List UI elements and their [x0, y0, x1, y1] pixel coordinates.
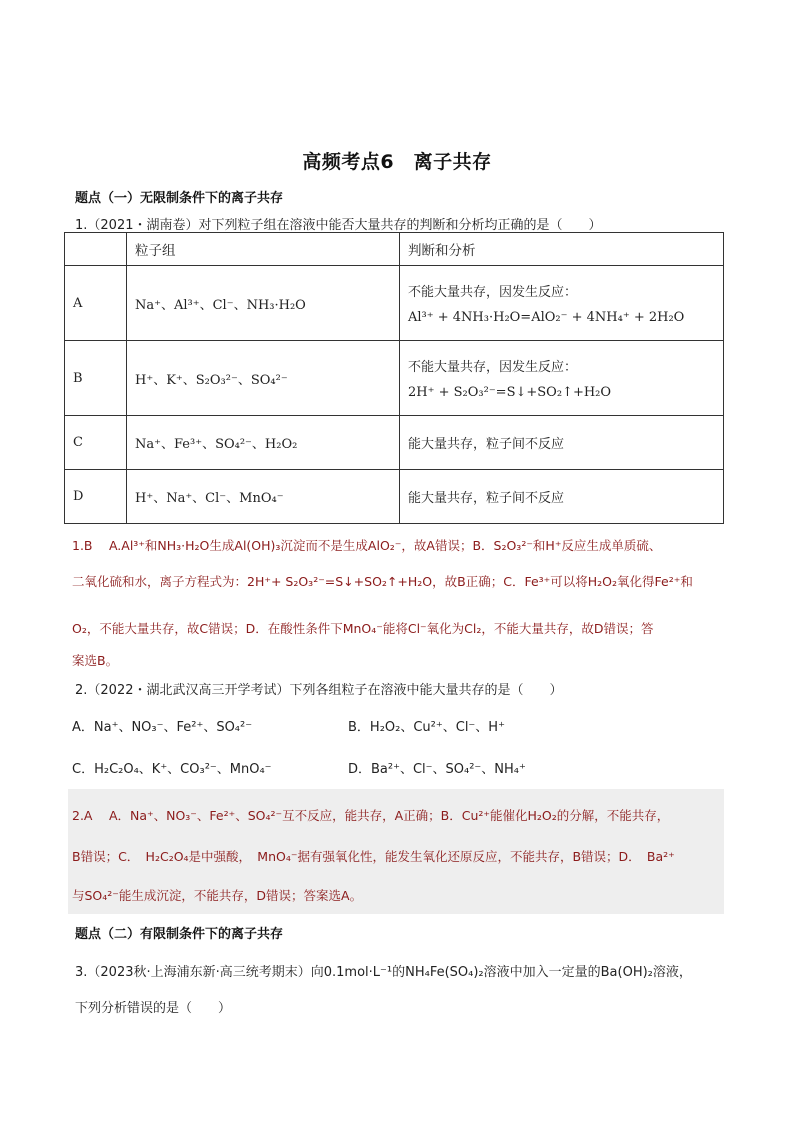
row-particles: Na⁺、Al³⁺、Cl⁻、NH₃·H₂O	[127, 266, 400, 341]
table-header-analysis: 判断和分析	[400, 233, 724, 266]
option-b: B．H₂O₂、Cu²⁺、Cl⁻、H⁺	[348, 720, 505, 735]
section-heading-1: 题点（一）无限制条件下的离子共存	[75, 191, 284, 206]
question-2-stem: 2.（2022・湖北武汉高三开学考试）下列各组粒子在溶液中能大量共存的是（ ）	[75, 683, 563, 698]
table-header-particles: 粒子组	[127, 233, 400, 266]
answer-1-line: 1.B A.Al³⁺和NH₃·H₂O生成Al(OH)₃沉淀而不是生成AlO₂⁻，故A错误；B．S₂O₃²⁻和H⁺反应生成单质硫、	[72, 538, 662, 553]
table-row	[65, 266, 724, 341]
row-judgment: 不能大量共存，因发生反应：	[408, 360, 578, 375]
row-judgment: 不能大量共存，因发生反应：	[408, 285, 578, 300]
row-judgment: 能大量共存，粒子间不反应	[400, 416, 724, 470]
row-label: B	[65, 341, 127, 416]
option-c: C．H₂C₂O₄、K⁺、CO₃²⁻、MnO₄⁻	[72, 762, 272, 777]
option-d: D．Ba²⁺、Cl⁻、SO₄²⁻、NH₄⁺	[348, 762, 526, 777]
section-heading-2: 题点（二）有限制条件下的离子共存	[75, 927, 284, 942]
table-cell	[65, 233, 127, 266]
row-particles: H⁺、K⁺、S₂O₃²⁻、SO₄²⁻	[127, 341, 400, 416]
row-analysis	[400, 266, 724, 341]
table-header-row	[65, 233, 724, 266]
table-row	[65, 470, 724, 524]
table-row	[65, 341, 724, 416]
answer-1-line: 二氧化硫和水，离子方程式为：2H⁺+ S₂O₃²⁻=S↓+SO₂↑+H₂O，故B正确；C．Fe³⁺可以将H₂O₂氧化得Fe²⁺和	[72, 574, 693, 589]
row-label: C	[65, 416, 127, 470]
row-label: D	[65, 470, 127, 524]
row-equation: Al³⁺ + 4NH₃·H₂O=AlO₂⁻ + 4NH₄⁺ + 2H₂O	[408, 310, 685, 325]
answer-1-line: O₂，不能大量共存，故C错误；D．在酸性条件下MnO₄⁻能将Cl⁻氧化为Cl₂，不能大量共存，故D错误；答	[72, 621, 654, 636]
question-3-line: 3.（2023秋·上海浦东新·高三统考期末）向0.1mol·L⁻¹的NH₄Fe(SO₄)₂溶液中加入一定量的Ba(OH)₂溶液，	[75, 965, 692, 980]
row-analysis	[400, 341, 724, 416]
page-title: 高频考点6 离子共存	[302, 151, 492, 173]
table-row	[65, 416, 724, 470]
question-1-stem: 1.（2021・湖南卷）对下列粒子组在溶液中能否大量共存的判断和分析均正确的是（ ）	[75, 218, 602, 233]
answer-2-line: 与SO₄²⁻能生成沉淀，不能共存，D错误；答案选A。	[72, 888, 363, 903]
option-a: A．Na⁺、NO₃⁻、Fe²⁺、SO₄²⁻	[72, 720, 253, 735]
row-label: A	[65, 266, 127, 341]
row-particles: H⁺、Na⁺、Cl⁻、MnO₄⁻	[127, 470, 400, 524]
row-equation: 2H⁺ + S₂O₃²⁻=S↓+SO₂↑+H₂O	[408, 385, 612, 400]
question-3-line: 下列分析错误的是（ ）	[75, 1001, 232, 1016]
answer-2-line: 2.A A．Na⁺、NO₃⁻、Fe²⁺、SO₄²⁻互不反应，能共存，A正确；B．Cu²⁺能催化H₂O₂的分解，不能共存，	[72, 808, 670, 823]
question-1-table	[64, 232, 724, 524]
row-particles: Na⁺、Fe³⁺、SO₄²⁻、H₂O₂	[127, 416, 400, 470]
row-judgment: 能大量共存，粒子间不反应	[400, 470, 724, 524]
answer-1-line: 案选B。	[72, 653, 119, 668]
answer-2-line: B错误；C． H₂C₂O₄是中强酸， MnO₄⁻据有强氧化性，能发生氧化还原反应，不能共存，B错误；D． Ba²⁺	[72, 849, 675, 864]
